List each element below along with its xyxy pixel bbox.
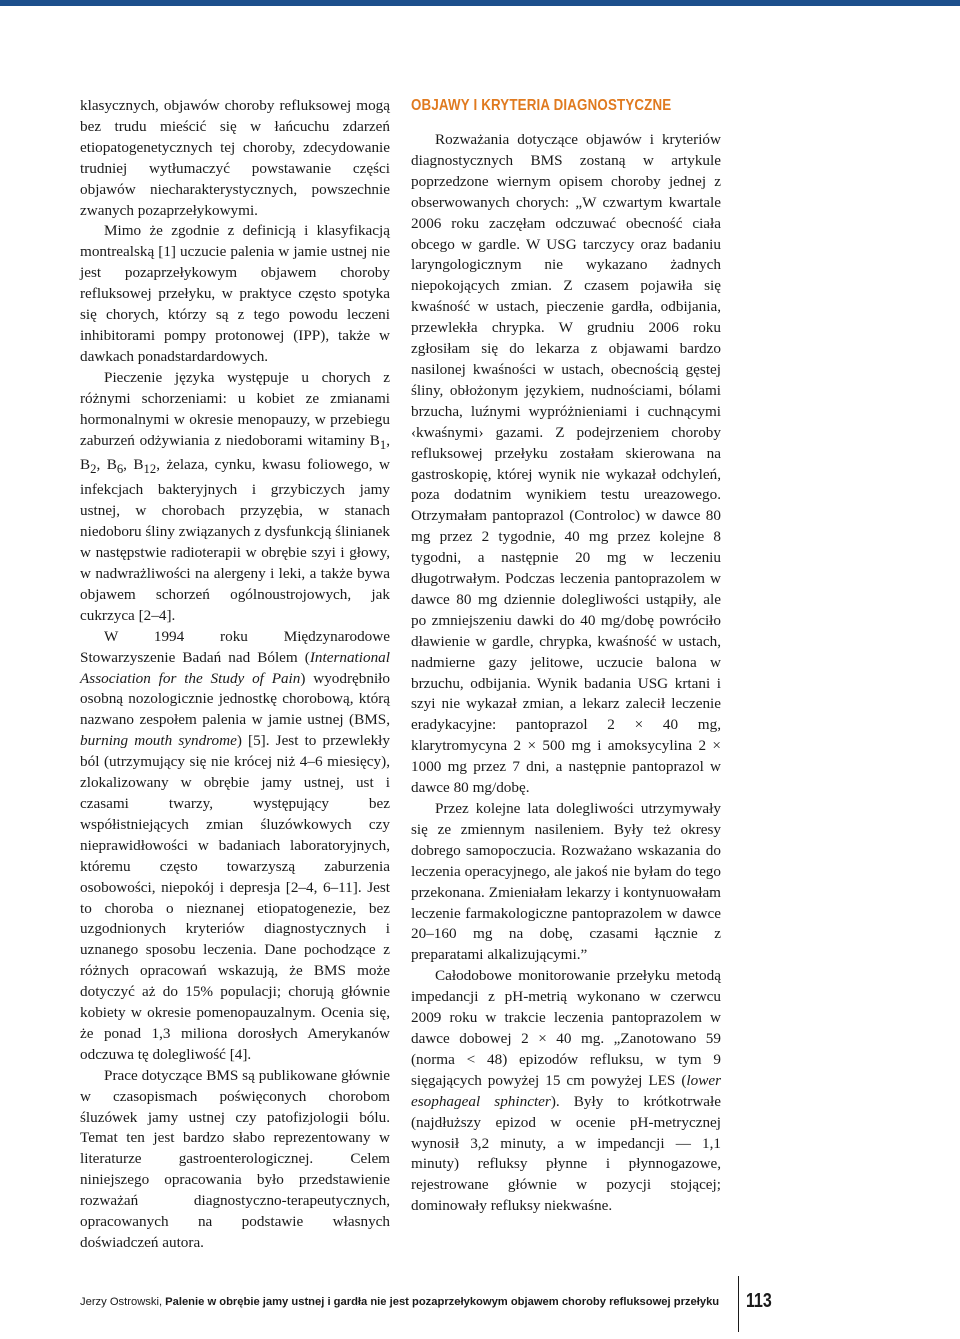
text-run: , B <box>96 456 117 474</box>
italic-text: lower esophageal sphincter <box>411 1071 721 1110</box>
footer-author: Jerzy Ostrowski, <box>80 1296 163 1308</box>
text-run: , B <box>123 456 144 474</box>
paragraph <box>80 368 390 627</box>
subscript: 6 <box>116 462 124 477</box>
subscript: 1 <box>379 437 387 452</box>
subscript: 12 <box>143 462 157 477</box>
text-run: , żelaza, cynku, kwasu foliowego, w infekcjach bakteryjnych i grzybiczych jamy ustnej, w chorobach przyzębia, w stanach niedoboru śliny związanych z dysfunkcją ślinianek w następstwie radioterapii w obrębie szyi i głowy, w nadwrażliwości na alergeny i leki, a także bywa objawem schorzeń ogólnoustrojowych, jak cukrzyca [2–4]. <box>80 456 390 624</box>
right-column <box>411 96 721 1217</box>
section-heading: OBJAWY I KRYTERIA DIAGNOSTYCZNE <box>411 97 672 114</box>
paragraph: klasycznych, objawów choroby refluksowej mogą bez trudu mieścić się w łańcuchu zdarzeń etiopatogenetycznych tej choroby, zdecydowanie trudniej wytłumaczyć powstawanie części objawów niecharakterystycznych, powszechnie zwanych pozaprzełykowymi. <box>80 97 390 219</box>
paragraph <box>80 627 390 1066</box>
text-run: W 1994 roku Międzynarodowe Stowarzyszenie Badań nad Bólem ( <box>80 627 390 666</box>
running-footer <box>80 1296 730 1308</box>
text-run: Całodobowe monitorowanie przełyku metodą impedancji z pH-metrią wykonano w czerwcu 2009 roku w trakcie leczenia pantoprazolem w dawce dobowej 2 × 40 mg. „Zanotowano 59 (norma < 48) epizodów refluksu, w tym 9 sięgających powyżej 15 cm powyżej LES ( <box>411 967 721 1089</box>
left-column <box>80 96 390 1254</box>
top-color-bar <box>0 0 960 6</box>
paragraph: Mimo że zgodnie z definicją i klasyfikacją montrealską [1] uczucie palenia w jamie ustnej nie jest pozaprzełykowym objawem choroby refluksowej przełyku, w praktyce często spotyka się chorych, którzy są z tego powodu leczeni inhibitorami pompy protonowej (IPP), także w dawkach ponadstardardowych. <box>80 222 390 365</box>
italic-text: International Association for the Study of Pain <box>80 648 390 687</box>
text-run: ) [5]. Jest to przewlekły ból (utrzymujący się nie krócej niż 4–6 miesięcy), zlokalizowany w obrębie jamy ustnej, ust i czasami twarzy, występujący bez współistniejących zmian śluzówkowych czy nieprawidłowości w badaniach laboratoryjnych, któremu często towarzyszą zaburzenia osobowości, niepokój i depresja [2–4, 6–11]. Jest to choroba o nieznanej etiopatogenezie, bez uzgodnionych kryteriów diagnostycznych i uznanego sposobu leczenia. Dane pochodzące z różnych opracowań wskazują, że BMS może dotyczyć aż do 15% populacji; chorują głównie kobiety w okresie pomenopauzalnym. Ocenia się, że ponad 1,3 miliona dorosłych Amerykanów odczuwa tę dolegliwość [4]. <box>80 732 390 1063</box>
footer-article-title: Palenie w obrębie jamy ustnej i gardła nie jest pozaprzełykowym objawem choroby refluksowej przełyku <box>165 1296 720 1308</box>
subscript: 2 <box>90 462 97 477</box>
page-number: 113 <box>746 1290 772 1312</box>
italic-text: burning mouth syndrome <box>80 732 237 750</box>
paragraph <box>411 966 721 1217</box>
paragraph: Przez kolejne lata dolegliwości utrzymywały się ze zmiennym nasileniem. Były też okresy dobrego samopoczucia. Rozważano wskazania do leczenia operacyjnego, ale jakoś nie byłam do tego przekonana. Zmieniałam lekarzy i kontynuowałam leczenie farmakologiczne pantoprazolem w dawce 20–160 mg na dobę, czasami łącznie z preparatami alkalizującymi.” <box>411 800 721 964</box>
text-run: , B <box>80 431 390 474</box>
paragraph: Rozważania dotyczące objawów i kryteriów diagnostycznych BMS zostaną w artykule poprzedzone wiernym opisem choroby jednej z obserwowanych chorych: „W czwartym kwartale 2006 roku zaczęłam odczuwać obecność ciała obcego w gardle. W USG tarczycy oraz badaniu laryngologicznym nie wykazano żadnych niepokojących zmian. Z czasem pojawiła się kwaśność w ustach, pieczenie gardła, odbijania, przewlekła chrypka. W grudniu 2006 roku zgłosiłam się do lekarza z objawami bardzo nasilonej kwaśności w ustach, obecnością gęstej śliny, obłożonym językiem, nudnościami, bólami brzucha, luźnymi wypróżnieniami i cuchnącymi ‹kwaśnymi› gazami. Z podejrzeniem choroby refluksowej przełyku zostałam skierowana na gastroskopię, której wynik nie wykazał odchyleń, poza dodatnim wynikiem testu ureazowego. Otrzymałam pantoprazol (Controloc) w dawce 80 mg przez 2 tygodnie, 40 mg przez kolejne 8 tygodni, a następnie 20 mg w leczeniu długotrwałym. Podczas leczenia pantoprazolem w dawce 80 mg dziennie dolegliwości ustąpiły, ale po zmniejszeniu dawki do 40 mg/dobę powróciło dławienie w gardle, chrypka, kwaśność w ustach, nadmierne gazy jelitowe, uczucie balona w brzuchu, odbijania. Wynik badania USG krtani i szyi nie wykazał zmian, a lekarz zalecił leczenie eradykacyjne: pantoprazol 2 × 40 mg, klarytromycyna 2 × 500 mg i amoksycylina 2 × 1000 mg przez 7 dni, a następnie pantoprazol w dawce 80 mg/dobę. <box>411 131 721 797</box>
text-run: ) wyodrębniło osobną nozologicznie jednostkę chorobową, którą nazwano zespołem palenia w jamie ustnej (BMS, <box>80 669 390 729</box>
text-run: ). Były to krótkotrwałe (najdłuższy epizod w ocenie pH-metrycznej wynosił 3,2 minuty, a w impedancji — 1,1 minuty) refluksy płynne i płynnogazowe, rejestrowane głównie w pozycji stojącej; dominowały refluksy niekwaśne. <box>411 1092 721 1215</box>
footer-divider <box>738 1276 739 1332</box>
text-run: Pieczenie języka występuje u chorych z różnymi schorzeniami: u kobiet ze zmianami hormonalnymi w okresie menopauzy, w przebiegu zaburzeń odżywiania z niedoborami witaminy B <box>80 368 390 449</box>
paragraph: Prace dotyczące BMS są publikowane głównie w czasopismach poświęconych chorobom śluzówek jamy ustnej czy patofizjologii bólu. Temat ten jest bardzo słabo reprezentowany w literaturze gastroenterologicznej. Celem niniejszego opracowania było przedstawienie rozważań diagnostyczno-terapeutycznych, opracowanych na podstawie własnych doświadczeń autora. <box>80 1066 390 1251</box>
